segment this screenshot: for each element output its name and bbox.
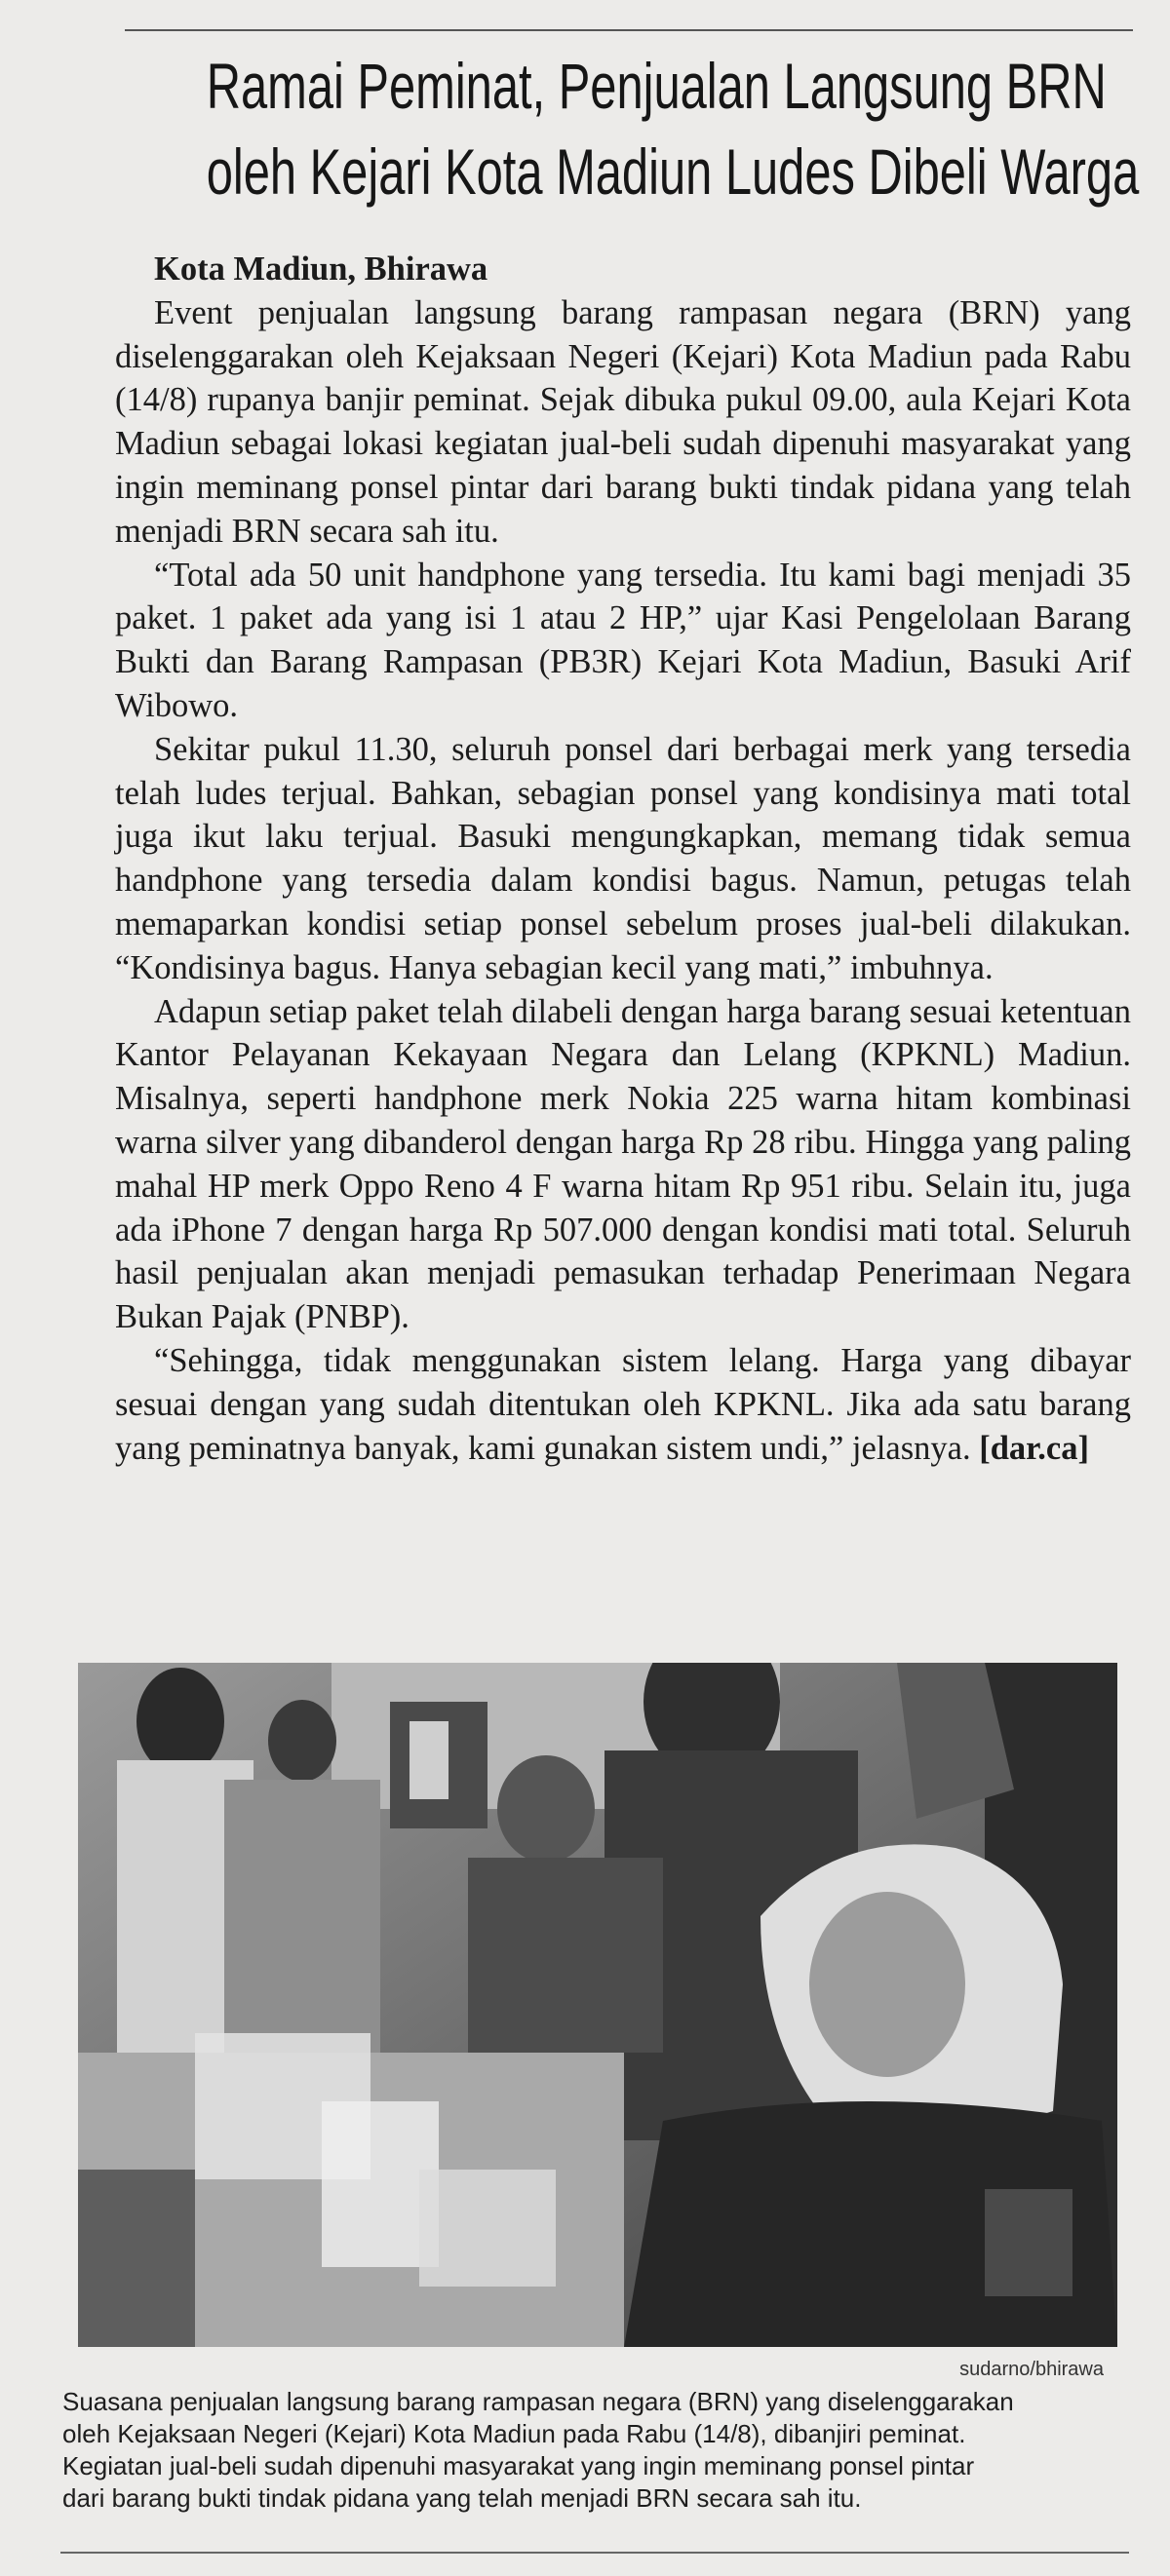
headline bbox=[206, 43, 1140, 214]
dateline: Kota Madiun, Bhirawa bbox=[154, 250, 488, 288]
paragraph-4: Adapun setiap paket telah dilabeli dengan harga barang sesuai ketentuan Kantor Pelayanan Kekayaan Negara dan Lelang (KPKNL) Madiun. Misalnya, seperti handphone merk Nokia 225 warna hitam kombinasi warna silver yang dibanderol dengan harga Rp 28 ribu. Hingga yang paling mahal HP merk Oppo Reno 4 F warna hitam Rp 951 ribu. Selain itu, juga ada iPhone 7 dengan harga Rp 507.000 dengan kondisi mati total. Seluruh hasil penjualan akan menjadi pemasukan terhadap Penerimaan Negara Bukan Pajak (PNBP). bbox=[115, 992, 1131, 1336]
photo-caption bbox=[62, 2386, 1115, 2515]
paragraph-3: Sekitar pukul 11.30, seluruh ponsel dari berbagai merk yang tersedia telah ludes terjual. Bahkan, sebagian ponsel yang kondisinya mati total juga ikut laku terjual. Basuki mengungkapkan, memang tidak semua handphone yang tersedia dalam kondisi bagus. Namun, petugas telah memaparkan kondisi setiap ponsel sebelum proses jual-beli dilakukan. “Kondisinya bagus. Hanya sebagian kecil yang mati,” imbuhnya. bbox=[115, 730, 1131, 986]
caption-line-4: dari barang bukti tindak pidana yang telah menjadi BRN secara sah itu. bbox=[62, 2483, 862, 2513]
paragraph-1: Event penjualan langsung barang rampasan negara (BRN) yang diselenggarakan oleh Kejaksaan Negeri (Kejari) Kota Madiun pada Rabu (14/8) rupanya banjir peminat. Sejak dibuka pukul 09.00, aula Kejari Kota Madiun sebagai lokasi kegiatan jual-beli sudah dipenuhi masyarakat yang ingin meminang ponsel pintar dari barang bukti tindak pidana yang telah menjadi BRN secara sah itu. bbox=[115, 293, 1131, 550]
photo-illustration bbox=[78, 1663, 1117, 2347]
article-body bbox=[115, 248, 1131, 1470]
paragraph-5 bbox=[115, 1339, 1131, 1470]
caption-line-3: Kegiatan jual-beli sudah dipenuhi masyarakat yang ingin meminang ponsel pintar bbox=[62, 2451, 975, 2480]
paragraph-5-text: “Sehingga, tidak menggunakan sistem lelang. Harga yang dibayar sesuai dengan yang sudah ditentukan oleh KPKNL. Jika ada satu barang yang peminatnya banyak, kami gunakan sistem undi,” jelasnya. bbox=[115, 1341, 1131, 1467]
photo-credit: sudarno/bhirawa bbox=[959, 2359, 1104, 2380]
headline-line-2: oleh Kejari Kota Madiun Ludes Dibeli Warga bbox=[206, 135, 1140, 208]
caption-line-1: Suasana penjualan langsung barang rampasan negara (BRN) yang diselenggarakan bbox=[62, 2387, 1014, 2416]
top-rule bbox=[125, 29, 1133, 31]
paragraph-2: “Total ada 50 unit handphone yang tersedia. Itu kami bagi menjadi 35 paket. 1 paket ada yang isi 1 atau 2 HP,” ujar Kasi Pengelolaan Barang Bukti dan Barang Rampasan (PB3R) Kejari Kota Madiun, Basuki Arif Wibowo. bbox=[115, 556, 1131, 724]
author-tag: [dar.ca] bbox=[979, 1429, 1089, 1467]
bottom-rule bbox=[60, 2552, 1129, 2554]
caption-line-2: oleh Kejaksaan Negeri (Kejari) Kota Madiun pada Rabu (14/8), dibanjiri peminat. bbox=[62, 2419, 966, 2448]
news-photo bbox=[78, 1663, 1117, 2347]
headline-line-1: Ramai Peminat, Penjualan Langsung BRN bbox=[206, 50, 1107, 122]
